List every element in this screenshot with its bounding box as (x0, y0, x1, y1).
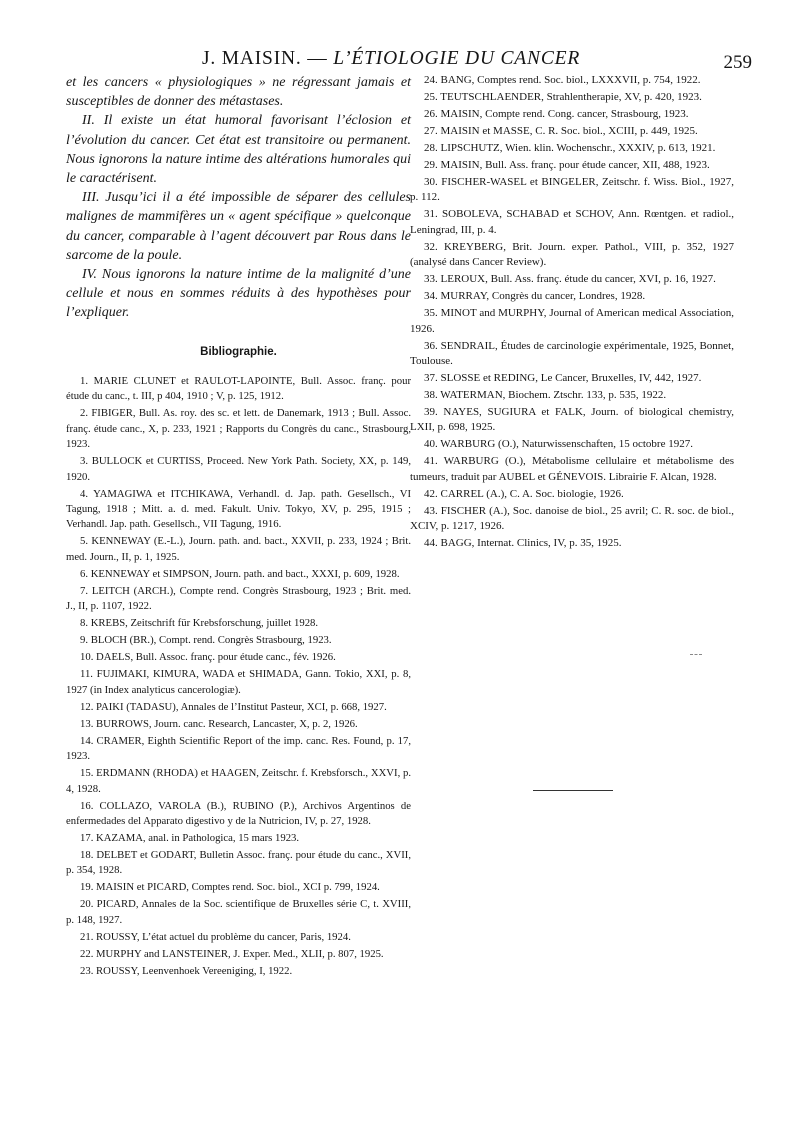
reference-entry: 15. ERDMANN (RHODA) et HAAGEN, Zeitschr. f. Krebsforsch., XXVI, p. 4, 1928. (66, 767, 411, 795)
page-number: 259 (723, 52, 752, 73)
reference-entry: 11. FUJIMAKI, KIMURA, WADA et SHIMADA, Gann. Tokio, XXI, p. 8, 1927 (in Index analyticus cancerologiæ). (66, 668, 411, 696)
reference-entry: 37. SLOSSE et REDING, Le Cancer, Bruxelles, IV, 442, 1927. (424, 372, 702, 385)
reference-entry: 31. SOBOLEVA, SCHABAD et SCHOV, Ann. Rœntgen. et radiol., Leningrad, III, p. 4. (410, 208, 734, 236)
running-title (202, 48, 672, 70)
conclusion-paragraph: III. Jusqu’ici il a été impossible de séparer des cellules malignes de mammifères un « agent spécifique » quelconque du cancer, comparable à l’agent découvert par Rous dans le sarcome de la poule. (66, 190, 411, 263)
reference-entry: 41. WARBURG (O.), Métabolisme cellulaire et métabolisme des tumeurs, traduit par AUBEL et GÉNEVOIS. Librairie F. Alcan, 1928. (410, 455, 734, 483)
left-column (66, 73, 411, 979)
header-article-title: L’ÉTIOLOGIE DU CANCER (333, 48, 581, 69)
header-dash: — (301, 48, 334, 69)
reference-list-right (410, 73, 734, 552)
bibliography-heading: Bibliographie. (200, 345, 277, 358)
reference-entry: 24. BANG, Comptes rend. Soc. biol., LXXXVII, p. 754, 1922. (424, 74, 701, 86)
reference-entry: 12. PAIKI (TADASU), Annales de l’Institut Pasteur, XCI, p. 668, 1927. (80, 700, 387, 713)
reference-entry: 34. MURRAY, Congrès du cancer, Londres, 1928. (424, 290, 646, 303)
reference-entry: 25. TEUTSCHLAENDER, Strahlentherapie, XV, p. 420, 1923. (424, 91, 702, 103)
reference-entry: 6. KENNEWAY et SIMPSON, Journ. path. and bact., XXXI, p. 609, 1928. (80, 567, 400, 580)
reference-entry: 44. BAGG, Internat. Clinics, IV, p. 35, 1925. (424, 537, 622, 550)
reference-entry: 17. KAZAMA, anal. in Pathologica, 15 mars 1923. (80, 831, 300, 844)
reference-entry: 18. DELBET et GODART, Bulletin Assoc. franç. pour étude du canc., XVII, p. 354, 1928. (66, 848, 411, 877)
reference-entry: 27. MAISIN et MASSE, C. R. Soc. biol., XCIII, p. 449, 1925. (424, 125, 698, 137)
reference-entry: 19. MAISIN et PICARD, Comptes rend. Soc. biol., XCI p. 799, 1924. (80, 881, 380, 894)
reference-entry: 33. LEROUX, Bull. Ass. franç. étude du cancer, XVI, p. 16, 1927. (424, 273, 716, 286)
reference-entry: 22. MURPHY and LANSTEINER, J. Exper. Med., XLII, p. 807, 1925. (80, 947, 384, 960)
reference-entry: 39. NAYES, SUGIURA et FALK, Journ. of biological chemistry, LXII, p. 698, 1925. (410, 406, 734, 434)
reference-entry: 36. SENDRAIL, Études de carcinologie expérimentale, 1925, Bonnet, Toulouse. (410, 339, 734, 368)
reference-entry: 21. ROUSSY, L’état actuel du problème du cancer, Paris, 1924. (80, 930, 351, 943)
reference-entry: 30. FISCHER-WASEL et BINGELER, Zeitschr. f. Wiss. Biol., 1927, p. 112. (410, 176, 734, 204)
conclusion-paragraph: et les cancers « physiologiques » ne régressant jamais et susceptibles de donner des métastases. (66, 75, 411, 110)
reference-entry: 29. MAISIN, Bull. Ass. franç. pour étude cancer, XII, 488, 1923. (424, 159, 710, 171)
reference-entry: 20. PICARD, Annales de la Soc. scientifique de Bruxelles série C, t. XVIII, p. 148, 1927. (66, 898, 411, 926)
reference-entry: 10. DAELS, Bull. Assoc. franç. pour étude canc., fév. 1926. (80, 651, 336, 664)
conclusion-paragraph: IV. Nous ignorons la nature intime de la malignité d’une cellule et nous en sommes réduits à des hypothèses pour l’expliquer. (66, 267, 411, 321)
reference-entry: 9. BLOCH (BR.), Compt. rend. Congrès Strasbourg, 1923. (80, 634, 332, 647)
header-author: J. MAISIN. (202, 48, 302, 69)
reference-entry: 43. FISCHER (A.), Soc. danoise de biol., 25 avril; C. R. soc. de biol., XCIV, p. 1217, 1926. (410, 504, 734, 533)
reference-entry: 42. CARREL (A.), C. A. Soc. biologie, 1926. (424, 487, 624, 500)
reference-list-left (66, 374, 411, 979)
right-column (410, 73, 734, 552)
reference-entry: 14. CRAMER, Eighth Scientific Report of the imp. canc. Res. Found, p. 17, 1923. (66, 734, 411, 763)
reference-entry: 28. LIPSCHUTZ, Wien. klin. Wochenschr., XXXIV, p. 613, 1921. (424, 142, 716, 154)
conclusion-text (66, 73, 411, 323)
reference-entry: 7. LEITCH (ARCH.), Compte rend. Congrès Strasbourg, 1923 ; Brit. med. J., II, p. 1107, 1922. (66, 584, 411, 613)
reference-entry: 2. FIBIGER, Bull. As. roy. des sc. et lett. de Danemark, 1913 ; Bull. Assoc. franç. étude canc., X, p. 233, 1921 ; Rapports du Congrès du canc., Strasbourg, 1923. (66, 407, 411, 451)
end-rule (533, 790, 613, 791)
reference-entry: 35. MINOT and MURPHY, Journal of American medical Association, 1926. (410, 307, 734, 335)
reference-entry: 23. ROUSSY, Leenvenhoek Vereeniging, I, 1922. (80, 964, 293, 977)
reference-entry: 16. COLLAZO, VAROLA (B.), RUBINO (P.), Archivos Argentinos de enfermedades del Apparato digestivo y de la Nutricion, IV, p. 27, 1928. (66, 799, 411, 827)
reference-entry: 4. YAMAGIWA et ITCHIKAWA, Verhandl. d. Jap. path. Gesellsch., VI Tagung, 1918 ; Mitt. a. d. med. Fakult. Univ. Tokyo, XV, p. 295, 1915 ; Verhandl. Jap. path. Gesellsch., VII Tagung, 1916. (66, 487, 411, 531)
conclusion-paragraph: II. Il existe un état humoral favorisant l’éclosion et l’évolution du cancer. Cet état est transitoire ou permanent. Nous ignorons la nature intime des altérations humorales qui le caractérisent. (66, 113, 411, 187)
reference-entry: 32. KREYBERG, Brit. Journ. exper. Pathol., VIII, p. 352, 1927 (analysé dans Cancer Review). (410, 240, 734, 269)
reference-entry: 26. MAISIN, Compte rend. Cong. cancer, Strasbourg, 1923. (424, 108, 689, 120)
reference-entry: 1. MARIE CLUNET et RAULOT-LAPOINTE, Bull. Assoc. franç. pour étude du canc., t. III, p 404, 1910 ; V, p. 125, 1912. (66, 375, 411, 403)
reference-entry: 8. KREBS, Zeitschrift für Krebsforschung, juillet 1928. (80, 617, 319, 630)
reference-entry: 3. BULLOCK et CURTISS, Proceed. New York Path. Society, XX, p. 149, 1920. (66, 455, 411, 483)
reference-entry: 40. WARBURG (O.), Naturwissenschaften, 15 octobre 1927. (424, 438, 693, 451)
reference-entry: 13. BURROWS, Journ. canc. Research, Lancaster, X, p. 2, 1926. (80, 717, 358, 730)
reference-entry: 5. KENNEWAY (E.-L.), Journ. path. and. bact., XXVII, p. 233, 1924 ; Brit. med. Journ., II, p. 1, 1925. (66, 535, 411, 563)
ink-mark (690, 654, 702, 655)
reference-entry: 38. WATERMAN, Biochem. Ztschr. 133, p. 535, 1922. (424, 389, 667, 402)
